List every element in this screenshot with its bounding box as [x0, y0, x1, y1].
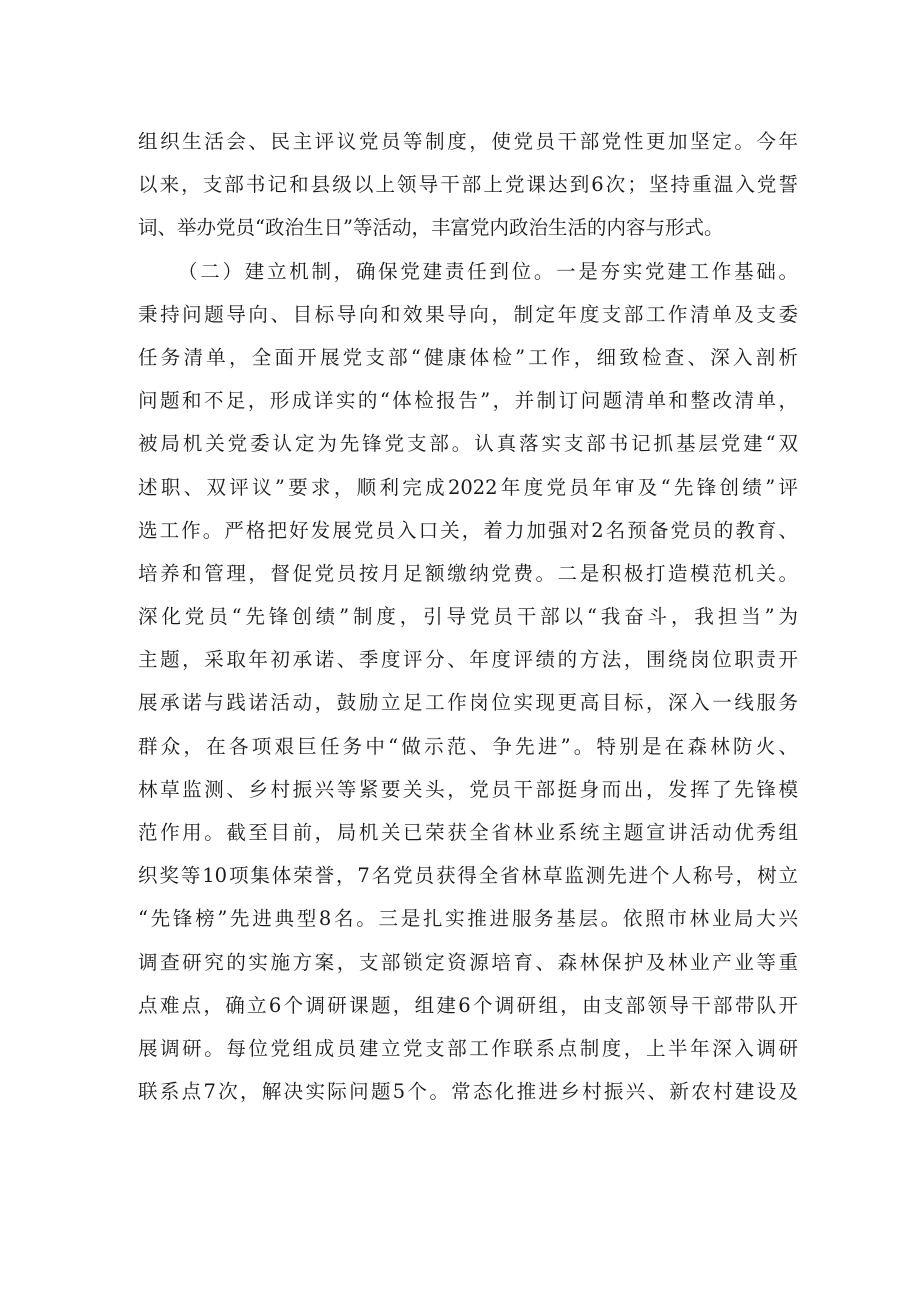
text-line: 群众，在各项艰巨任务中“做示范、争先进”。特别是在森林防火、: [138, 734, 798, 758]
text-line: 秉持问题导向、目标导向和效果导向，制定年度支部工作清单及支委: [138, 302, 798, 326]
text-line: 调查研究的实施方案，支部锁定资源培育、森林保护及林业产业等重: [138, 950, 798, 974]
text-line: 范作用。截至目前，局机关已荣获全省林业系统主题宣讲活动优秀组: [138, 821, 798, 844]
text-line: 选工作。严格把好发展党员入口关，着力加强对2名预备党员的教育、: [138, 518, 798, 542]
text-line: 问题和不足，形成详实的“体检报告”，并制订问题清单和整改清单，: [138, 389, 798, 413]
body-text: [138, 120, 798, 1113]
text-line: 主题，采取年初承诺、季度评分、年度评绩的方法，围绕岗位职责开: [138, 648, 798, 672]
text-line: 展承诺与践诺活动，鼓励立足工作岗位实现更高目标，深入一线服务: [138, 691, 798, 715]
text-line: 点难点，确立6个调研课题，组建6个调研组，由支部领导干部带队开: [138, 993, 798, 1017]
text-line: 被局机关党委认定为先锋党支部。认真落实支部书记抓基层党建“双: [138, 432, 798, 456]
text-line: “先锋榜”先进典型8名。三是扎实推进服务基层。依照市林业局大兴: [138, 907, 798, 931]
text-line: 培养和管理，督促党员按月足额缴纳党费。二是积极打造模范机关。: [138, 561, 798, 585]
text-line: 以来，支部书记和县级以上领导干部上党课达到6次；坚持重温入党誓: [138, 173, 798, 197]
text-line: 深化党员“先锋创绩”制度，引导党员干部以“我奋斗，我担当”为: [138, 605, 798, 629]
text-line: 任务清单，全面开展党支部“健康体检”工作，细致检查、深入剖析: [138, 345, 798, 369]
text-line: 林草监测、乡村振兴等紧要关头，党员干部挺身而出，发挥了先锋模: [138, 777, 798, 801]
text-line: 组织生活会、民主评议党员等制度，使党员干部党性更加坚定。今年: [138, 130, 798, 153]
text-line: 展调研。每位党组成员建立党支部工作联系点制度，上半年深入调研: [138, 1036, 798, 1060]
text-line: 述职、双评议”要求，顺利完成2022年度党员年审及“先锋创绩”评: [138, 475, 798, 499]
text-line: 联系点7次，解决实际问题5个。常态化推进乡村振兴、新农村建设及: [138, 1080, 798, 1104]
text-line: 词、举办党员“政治生日”等活动，丰富党内政治生活的内容与形式。: [138, 216, 724, 240]
section-heading-line: （二）建立机制，确保党建责任到位。一是夯实党建工作基础。: [178, 259, 798, 283]
text-line: 织奖等10项集体荣誉，7名党员获得全省林草监测先进个人称号，树立: [138, 864, 798, 888]
